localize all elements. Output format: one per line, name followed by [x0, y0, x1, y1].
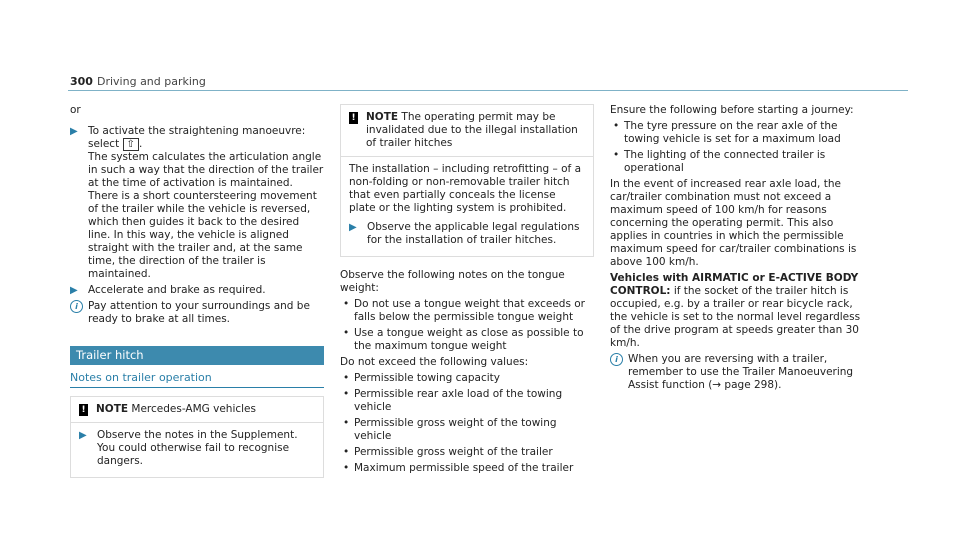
tongue-weight-list — [340, 298, 594, 353]
info-reversing-text: When you are reversing with a trailer, remember to use the Trailer Manoeuvering Assist function (→ page 298). — [628, 353, 854, 391]
list-item: • The tyre pressure on the rear axle of the towing vehicle is set for a maximum load — [610, 120, 864, 146]
step-arrow-icon: ▶ — [70, 126, 78, 137]
note-body — [341, 156, 593, 256]
list-item: • Permissible gross weight of the trailer — [340, 446, 594, 459]
step-arrow-icon: ▶ — [79, 430, 87, 441]
note-label: NOTE — [96, 403, 129, 415]
step-activate-description: The system calculates the articulation angle in such a way that the direction of the trailer at the time of activation is maintained. There is a short countersteering movement of the trailer while the vehicle is reversed, which then guides it back to the desired line. In this way, the vehicle is aligned straight with the trailer and, at the same time, the direction of the trailer is maintained. — [88, 151, 324, 280]
note-step — [79, 429, 315, 468]
rear-axle-text: In the event of increased rear axle load, the car/trailer combination must not exceed a maximum speed of 100 km/h for reasons concerning the operating permit. This also applies in countries in which the permissible maximum speed for car/trailer combinations is above 100 km/h. — [610, 178, 857, 268]
note-step-text: Observe the notes in the Supplement. You could otherwise fail to recognise dangers. — [97, 429, 298, 467]
values-intro: Do not exceed the following values: — [340, 356, 529, 368]
list-item: • Use a tongue weight as close as possible to the maximum tongue weight — [340, 327, 594, 353]
info-surroundings — [70, 300, 324, 326]
note-body-text: The installation – including retrofitting – of a non-folding or non-removable trailer hitch that even partially conceals the license plate or the lighting system is prohibited. — [349, 163, 581, 214]
page-number: 300 — [70, 75, 93, 88]
column-3 — [610, 104, 864, 395]
note-header — [341, 105, 593, 156]
info-surroundings-text: Pay attention to your surroundings and be ready to brake at all times. — [88, 300, 310, 325]
list-item: • Permissible gross weight of the towing vehicle — [340, 417, 594, 443]
column-2 — [340, 104, 594, 478]
info-icon: i — [610, 353, 623, 366]
airmatic-text: if the socket of the trailer hitch is occupied, e.g. by a trailer or rear bicycle rack, the vehicle is set to the normal level regardless of the drive program at speeds greater than 30 km/h. — [610, 285, 861, 349]
subsection-title-notes: Notes on trailer operation — [70, 368, 324, 388]
page-header-title: Driving and parking — [97, 75, 206, 88]
list-item: • Permissible rear axle load of the towing vehicle — [340, 388, 594, 414]
tongue-weight-intro: Observe the following notes on the tongue weight: — [340, 269, 565, 294]
header-rule — [68, 90, 908, 91]
step-activate — [70, 125, 324, 281]
list-item: • Do not use a tongue weight that exceeds or falls below the permissible tongue weight — [340, 298, 594, 324]
note-head-text: Mercedes-AMG vehicles — [131, 403, 256, 415]
step-accelerate — [70, 284, 324, 297]
step-activate-end: . — [138, 138, 143, 150]
note-label: NOTE — [366, 111, 399, 123]
note-body — [71, 422, 323, 477]
info-icon: i — [70, 300, 83, 313]
step-accelerate-text: Accelerate and brake as required. — [88, 284, 266, 296]
ensure-list — [610, 120, 864, 175]
note-head-text: The operating permit may be invalidated due to the illegal installation of trailer hitches — [366, 111, 578, 149]
airmatic-heading: Vehicles with AIRMATIC or E-ACTIVE BODY CONTROL: — [610, 272, 859, 297]
values-list — [340, 372, 594, 475]
airmatic-paragraph — [610, 272, 864, 350]
straighten-key-icon: ⇧ — [123, 138, 139, 151]
step-activate-text: To activate the straightening manoeuvre: select — [88, 125, 306, 150]
note-box-permit — [340, 104, 594, 257]
ensure-intro: Ensure the following before starting a journey: — [610, 104, 854, 116]
or-text: or — [70, 104, 81, 116]
info-reversing — [610, 353, 864, 392]
column-1 — [70, 104, 324, 478]
note-header — [71, 397, 323, 422]
warning-icon: ! — [349, 112, 358, 124]
section-title-trailer-hitch: Trailer hitch — [70, 346, 324, 365]
step-arrow-icon: ▶ — [70, 285, 78, 296]
note-step — [349, 221, 585, 247]
list-item: • Permissible towing capacity — [340, 372, 594, 385]
note-box-amg — [70, 396, 324, 478]
note-step-text: Observe the applicable legal regulations for the installation of trailer hitches. — [367, 221, 580, 246]
list-item: • Maximum permissible speed of the trailer — [340, 462, 594, 475]
warning-icon: ! — [79, 404, 88, 416]
step-arrow-icon: ▶ — [349, 222, 357, 233]
list-item: • The lighting of the connected trailer is operational — [610, 149, 864, 175]
